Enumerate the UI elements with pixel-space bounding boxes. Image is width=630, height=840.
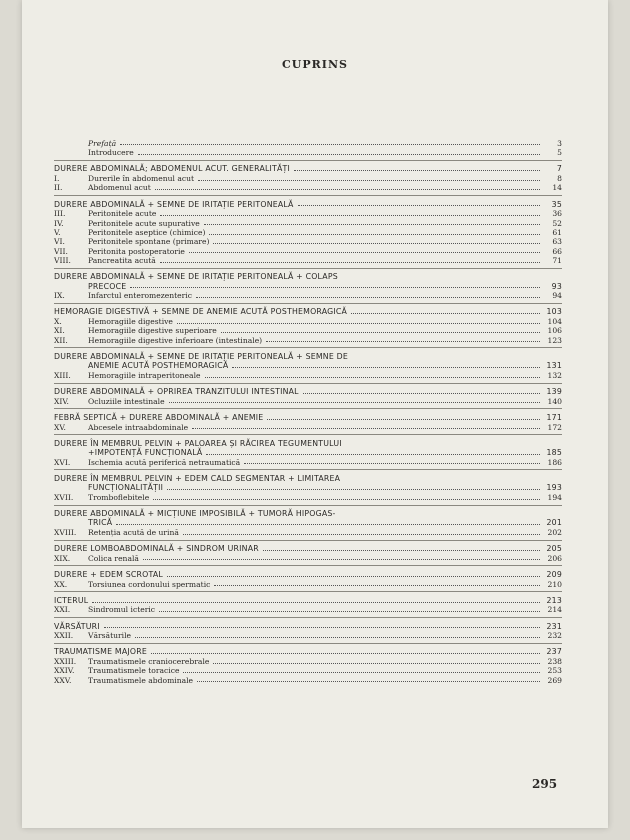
toc-section-heading bbox=[54, 569, 562, 578]
section-divider bbox=[54, 347, 562, 348]
section-divider bbox=[54, 434, 562, 435]
dot-leader bbox=[160, 262, 540, 263]
toc-chapter-number: XXV. bbox=[54, 675, 72, 685]
dot-leader bbox=[104, 627, 540, 628]
dot-leader bbox=[192, 428, 540, 429]
toc-section-heading bbox=[54, 438, 562, 447]
toc-chapter-number: III. bbox=[54, 209, 66, 219]
dot-leader bbox=[209, 234, 540, 235]
toc-entry-title: Abcesele intraabdominale bbox=[88, 422, 189, 432]
toc-section-heading-continued bbox=[54, 361, 562, 370]
toc-page-number: 210 bbox=[547, 579, 562, 589]
dot-leader bbox=[213, 243, 540, 244]
toc-section-heading-continued bbox=[54, 281, 562, 290]
toc-chapter-number: XVIII. bbox=[54, 528, 77, 538]
toc-chapter-number: XXII. bbox=[54, 631, 74, 641]
toc-entry-title: Hemoragiile digestive inferioare (intestinale) bbox=[88, 335, 263, 345]
toc-chapter-number: XII. bbox=[54, 335, 68, 345]
dot-leader bbox=[214, 585, 540, 586]
toc-section-heading bbox=[54, 387, 562, 396]
toc-page-number: 106 bbox=[547, 326, 562, 336]
toc-entry-title: Ischemia acută periferică netraumatică bbox=[88, 457, 241, 467]
toc-entry bbox=[54, 675, 562, 684]
toc-section-heading bbox=[54, 199, 562, 208]
toc-entry-title: Traumatismele abdominale bbox=[88, 675, 194, 685]
table-of-contents bbox=[54, 138, 562, 684]
toc-page-number: 94 bbox=[552, 291, 562, 301]
toc-chapter-number: X. bbox=[54, 317, 62, 327]
toc-entry-title: Durerile în abdomenul acut bbox=[88, 173, 195, 183]
toc-entry-title: FUNCȚIONALITĂȚII bbox=[88, 483, 164, 493]
toc-page-number: 213 bbox=[546, 595, 562, 605]
toc-page-number: 193 bbox=[546, 483, 562, 493]
section-divider bbox=[54, 643, 562, 644]
toc-entry-title: DURERE ABDOMINALĂ; ABDOMENUL ACUT. GENERALITĂȚI bbox=[54, 164, 291, 174]
toc-chapter-number: XV. bbox=[54, 422, 66, 432]
toc-page-number: 5 bbox=[557, 148, 562, 158]
dot-leader bbox=[351, 313, 540, 314]
toc-page-number: 201 bbox=[546, 518, 562, 528]
toc-page-number: 66 bbox=[552, 246, 562, 256]
section-divider bbox=[54, 469, 562, 470]
section-divider bbox=[54, 505, 562, 506]
toc-entry bbox=[54, 147, 562, 156]
dot-leader bbox=[92, 602, 540, 603]
toc-page-number: 194 bbox=[547, 492, 562, 502]
dot-leader bbox=[196, 297, 540, 298]
section-divider bbox=[54, 383, 562, 384]
toc-entry-title: Colica renală bbox=[88, 553, 139, 563]
toc-entry bbox=[54, 630, 562, 639]
toc-page-number: 140 bbox=[547, 396, 562, 406]
toc-entry bbox=[54, 138, 562, 147]
toc-chapter-number: IX. bbox=[54, 291, 65, 301]
toc-entry-title: PRECOCE bbox=[88, 281, 127, 291]
section-divider bbox=[54, 617, 562, 618]
toc-section-heading bbox=[54, 621, 562, 630]
toc-entry bbox=[54, 246, 562, 255]
toc-page-number: 3 bbox=[557, 138, 562, 148]
toc-entry-title: Introducere bbox=[88, 148, 134, 158]
toc-entry-title: DURERE ABDOMINALĂ + MICȚIUNE IMPOSIBILĂ + TUMORĂ HIPOGAS- bbox=[54, 509, 336, 519]
dot-leader bbox=[120, 144, 540, 145]
toc-entry-title: Retenția acută de urină bbox=[88, 528, 179, 538]
toc-page-number: 7 bbox=[556, 164, 562, 174]
toc-entry-title: FEBRĂ SEPTICĂ + DURERE ABDOMINALĂ + ANEMIE bbox=[54, 412, 264, 422]
toc-entry-title: DURERE ABDOMINALĂ + SEMNE DE IRITAȚIE PERITONEALĂ + SEMNE DE bbox=[54, 352, 348, 362]
toc-entry bbox=[54, 553, 562, 562]
toc-entry-title: DURERE ABDOMINALĂ + SEMNE DE IRITAȚIE PERITONEALĂ bbox=[54, 199, 294, 209]
toc-chapter-number: VIII. bbox=[54, 256, 71, 266]
dot-leader bbox=[221, 332, 540, 333]
dot-leader bbox=[155, 189, 540, 190]
toc-entry bbox=[54, 335, 562, 344]
toc-entry-title: +IMPOTENȚĂ FUNCȚIONALĂ bbox=[88, 448, 203, 458]
dot-leader bbox=[266, 341, 540, 342]
section-divider bbox=[54, 268, 562, 269]
dot-leader bbox=[167, 576, 540, 577]
toc-entry-title: DURERE ÎN MEMBRUL PELVIN + PALOAREA ȘI RĂCIREA TEGUMENTULUI bbox=[54, 438, 342, 448]
toc-page-number: 139 bbox=[546, 387, 562, 397]
toc-chapter-number: XIV. bbox=[54, 396, 69, 406]
toc-chapter-number: XI. bbox=[54, 326, 65, 336]
toc-entry-title: Pancreatita acută bbox=[88, 256, 156, 266]
toc-entry-title: TRAUMATISME MAJORE bbox=[54, 647, 147, 657]
toc-entry bbox=[54, 183, 562, 192]
toc-page-number: 209 bbox=[546, 570, 562, 580]
dot-leader bbox=[206, 454, 540, 455]
toc-page-number: 253 bbox=[547, 666, 562, 676]
toc-section-heading bbox=[54, 272, 562, 281]
toc-entry-title: Tromboflebitele bbox=[88, 492, 150, 502]
toc-entry bbox=[54, 492, 562, 501]
toc-entry bbox=[54, 656, 562, 665]
toc-section-heading bbox=[54, 412, 562, 421]
toc-page-number: 185 bbox=[546, 448, 562, 458]
toc-page-number: 104 bbox=[547, 317, 562, 327]
toc-page-number: 123 bbox=[547, 335, 562, 345]
book-page bbox=[22, 0, 608, 828]
toc-page-number: 202 bbox=[547, 528, 562, 538]
toc-entry-title: DURERE ABDOMINALĂ + SEMNE DE IRITAȚIE PERITONEALĂ + COLAPS bbox=[54, 272, 338, 282]
toc-page-number: 269 bbox=[547, 675, 562, 685]
toc-entry-title: Abdomenul acut bbox=[88, 183, 151, 193]
dot-leader bbox=[183, 534, 540, 535]
toc-chapter-number: IV. bbox=[54, 218, 64, 228]
dot-leader bbox=[232, 367, 540, 368]
dot-leader bbox=[298, 205, 541, 206]
toc-page-number: 232 bbox=[547, 631, 562, 641]
toc-entry-title: VĂRSĂTURI bbox=[54, 621, 100, 631]
toc-chapter-number: II. bbox=[54, 183, 63, 193]
section-divider bbox=[54, 195, 562, 196]
toc-entry bbox=[54, 326, 562, 335]
section-divider bbox=[54, 160, 562, 161]
toc-page-number: 52 bbox=[552, 218, 562, 228]
dot-leader bbox=[303, 393, 540, 394]
toc-entry-title: Vărsăturile bbox=[88, 631, 131, 641]
section-divider bbox=[54, 565, 562, 566]
toc-entry-title: DURERE + EDEM SCROTAL bbox=[54, 570, 163, 580]
toc-page-number: 186 bbox=[547, 457, 562, 467]
toc-page-number: 214 bbox=[547, 605, 562, 615]
toc-section-heading bbox=[54, 595, 562, 604]
toc-entry-title: Infarctul enteromezenteric bbox=[88, 291, 192, 301]
toc-entry bbox=[54, 237, 562, 246]
toc-section-heading bbox=[54, 164, 562, 173]
dot-leader bbox=[177, 323, 540, 324]
toc-page-number: 71 bbox=[552, 256, 562, 266]
dot-leader bbox=[135, 637, 540, 638]
toc-entry-title: Prefață bbox=[88, 138, 117, 148]
toc-entry bbox=[54, 370, 562, 379]
toc-entry-title: ICTERUL bbox=[54, 595, 89, 605]
toc-entry bbox=[54, 227, 562, 236]
toc-page-number: 231 bbox=[546, 621, 562, 631]
toc-page-number: 36 bbox=[552, 209, 562, 219]
dot-leader bbox=[197, 681, 540, 682]
toc-entry bbox=[54, 457, 562, 466]
toc-page-number: 132 bbox=[547, 371, 562, 380]
dot-leader bbox=[205, 377, 540, 378]
toc-chapter-number: XIX. bbox=[54, 553, 71, 563]
toc-entry-title: Peritonitele aseptice (chimice) bbox=[88, 227, 206, 237]
dot-leader bbox=[160, 215, 540, 216]
toc-page-number: 103 bbox=[546, 307, 562, 317]
toc-section-heading-continued bbox=[54, 448, 562, 457]
toc-entry-title: Ocluziile intestinale bbox=[88, 396, 165, 406]
toc-page-number: 93 bbox=[551, 281, 562, 291]
toc-section-heading bbox=[54, 351, 562, 360]
section-divider bbox=[54, 591, 562, 592]
toc-entry-title: DURERE LOMBOABDOMINALĂ + SINDROM URINAR bbox=[54, 544, 259, 554]
toc-page-number: 205 bbox=[546, 544, 562, 554]
toc-entry bbox=[54, 255, 562, 264]
dot-leader bbox=[138, 154, 540, 155]
toc-entry bbox=[54, 579, 562, 588]
toc-section-heading bbox=[54, 473, 562, 482]
toc-entry bbox=[54, 666, 562, 675]
toc-entry-title: Torsiunea cordonului spermatic bbox=[88, 579, 211, 589]
toc-entry bbox=[54, 290, 562, 299]
dot-leader bbox=[198, 180, 540, 181]
toc-entry-title: Peritonitele acute bbox=[88, 209, 157, 219]
page-title: CUPRINS bbox=[282, 58, 348, 71]
dot-leader bbox=[159, 611, 540, 612]
toc-entry bbox=[54, 173, 562, 182]
toc-chapter-number: XIII. bbox=[54, 371, 71, 380]
dot-leader bbox=[130, 287, 540, 288]
toc-page-number: 238 bbox=[547, 656, 562, 666]
toc-section-heading bbox=[54, 544, 562, 553]
dot-leader bbox=[263, 550, 540, 551]
toc-entry-title: Hemoragiile digestive bbox=[88, 317, 173, 327]
toc-entry-title: DURERE ABDOMINALĂ + OPRIREA TRANZITULUI INTESTINAL bbox=[54, 387, 299, 397]
toc-entry-title: Peritonita postoperatorie bbox=[88, 246, 185, 256]
toc-entry-title: Peritonitele spontane (primare) bbox=[88, 237, 210, 247]
toc-chapter-number: XXIV. bbox=[54, 666, 75, 676]
page-number: 295 bbox=[532, 777, 558, 791]
toc-page-number: 131 bbox=[546, 361, 562, 371]
dot-leader bbox=[244, 463, 540, 464]
section-divider bbox=[54, 408, 562, 409]
dot-leader bbox=[204, 224, 540, 225]
dot-leader bbox=[213, 663, 540, 664]
toc-section-heading-continued bbox=[54, 518, 562, 527]
toc-entry bbox=[54, 396, 562, 405]
toc-page-number: 172 bbox=[547, 422, 562, 432]
toc-page-number: 14 bbox=[552, 183, 562, 193]
toc-chapter-number: VII. bbox=[54, 246, 68, 256]
toc-entry bbox=[54, 527, 562, 536]
toc-chapter-number: I. bbox=[54, 173, 60, 183]
toc-chapter-number: V. bbox=[54, 227, 61, 237]
toc-entry-title: Hemoragiile intraperitoneale bbox=[88, 371, 201, 380]
section-divider bbox=[54, 540, 562, 541]
toc-entry-title: ANEMIE ACUTĂ POSTHEMORAGICĂ bbox=[88, 361, 229, 371]
toc-chapter-number: XVI. bbox=[54, 457, 71, 467]
dot-leader bbox=[294, 170, 540, 171]
toc-page-number: 35 bbox=[551, 199, 562, 209]
toc-chapter-number: XVII. bbox=[54, 492, 74, 502]
toc-chapter-number: XXIII. bbox=[54, 656, 77, 666]
toc-chapter-number: XXI. bbox=[54, 605, 71, 615]
dot-leader bbox=[151, 653, 540, 654]
toc-page-number: 63 bbox=[552, 237, 562, 247]
toc-page-number: 61 bbox=[552, 227, 562, 237]
dot-leader bbox=[167, 489, 540, 490]
toc-page-number: 206 bbox=[547, 553, 562, 563]
toc-section-heading bbox=[54, 307, 562, 316]
toc-entry bbox=[54, 422, 562, 431]
toc-entry-title: TRICĂ bbox=[88, 518, 113, 528]
toc-entry-title: HEMORAGIE DIGESTIVĂ + SEMNE DE ANEMIE ACUTĂ POSTHEMORAGICĂ bbox=[54, 307, 348, 317]
toc-entry-title: Traumatismele craniocerebrale bbox=[88, 656, 210, 666]
toc-entry-title: Hemoragiile digestive superioare bbox=[88, 326, 217, 336]
toc-entry-title: DURERE ÎN MEMBRUL PELVIN + EDEM CALD SEGMENTAR + LIMITAREA bbox=[54, 473, 341, 483]
toc-section-heading bbox=[54, 647, 562, 656]
dot-leader bbox=[189, 252, 540, 253]
dot-leader bbox=[116, 524, 540, 525]
dot-leader bbox=[169, 402, 540, 403]
dot-leader bbox=[183, 672, 540, 673]
toc-chapter-number: VI. bbox=[54, 237, 65, 247]
toc-entry bbox=[54, 208, 562, 217]
toc-entry-title: Peritonitele acute supurative bbox=[88, 218, 200, 228]
dot-leader bbox=[143, 559, 540, 560]
dot-leader bbox=[267, 419, 540, 420]
toc-page-number: 8 bbox=[557, 173, 562, 183]
toc-chapter-number: XX. bbox=[54, 579, 68, 589]
toc-entry bbox=[54, 605, 562, 614]
toc-entry-title: Sindromul icteric bbox=[88, 605, 156, 615]
section-divider bbox=[54, 303, 562, 304]
toc-section-heading bbox=[54, 509, 562, 518]
toc-entry bbox=[54, 316, 562, 325]
toc-page-number: 237 bbox=[546, 647, 562, 657]
toc-section-heading-continued bbox=[54, 483, 562, 492]
toc-page-number: 171 bbox=[546, 412, 562, 422]
toc-entry-title: Traumatismele toracice bbox=[88, 666, 180, 676]
dot-leader bbox=[153, 499, 540, 500]
toc-entry bbox=[54, 218, 562, 227]
